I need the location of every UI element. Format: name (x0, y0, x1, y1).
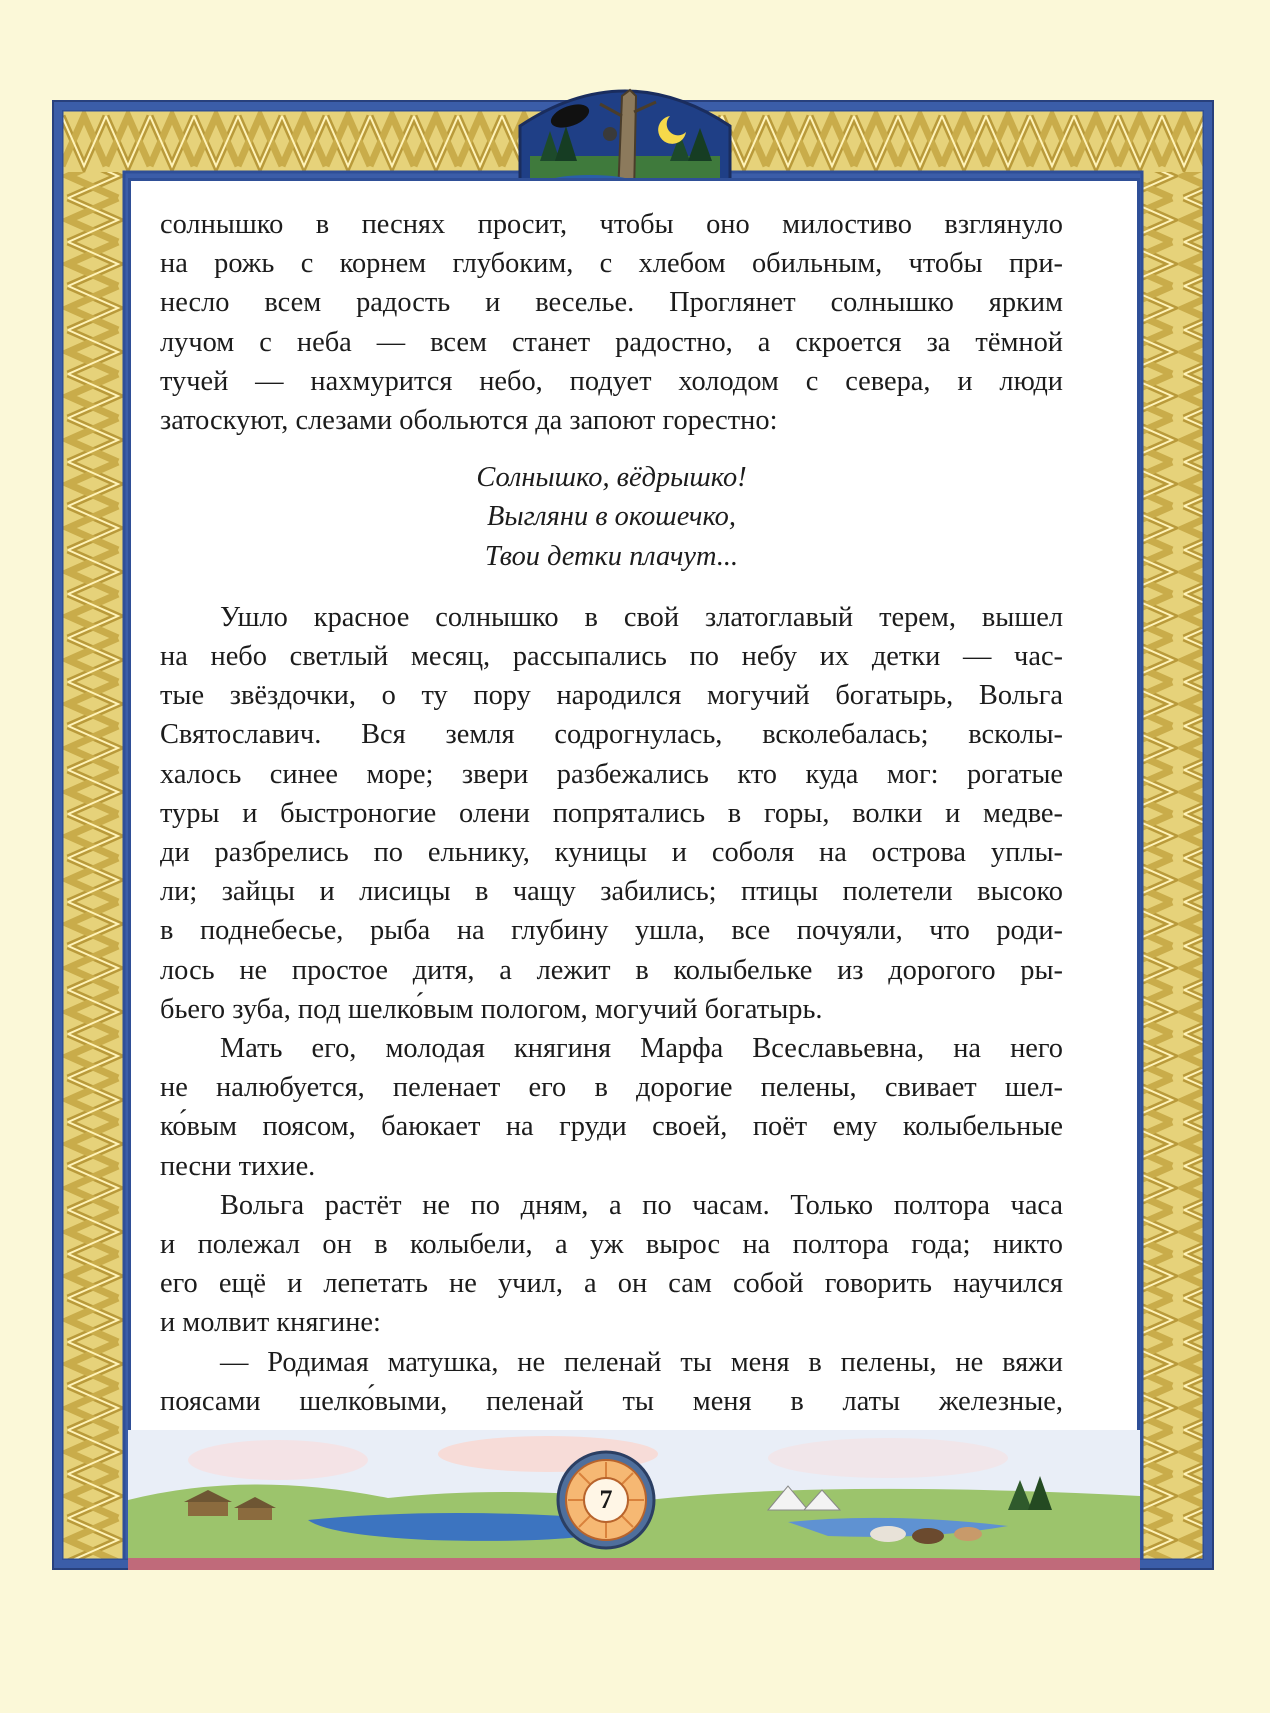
text-line: в поднебесье, рыба на глубину ушла, все почуяли, что роди- (160, 915, 1063, 947)
text-line: ко́вым поясом, баюкает на груди своей, поёт ему колыбельные (160, 1111, 1063, 1143)
text-line: ди разбрелись по ельнику, куницы и соболя на острова уплы- (160, 837, 1063, 869)
verse-line: Выгляни в окошечко, (487, 501, 736, 533)
text-line: затоскуют, слезами обольются да запоют горестно: (160, 405, 778, 437)
text-line: тучей — нахмурится небо, подует холодом с севера, и люди (160, 365, 1063, 397)
text-line: песни тихие. (160, 1150, 316, 1182)
verse-block (160, 458, 1063, 576)
verse-line: Твои детки плачут... (484, 540, 739, 572)
paragraph (160, 598, 1063, 1029)
text-line: бьего зуба, под шелко́вым пологом, могучий богатырь. (160, 993, 823, 1025)
text-line: и полежал он в колыбели, а уж вырос на полтора года; никто (160, 1229, 1063, 1261)
paragraph (160, 205, 1063, 440)
page-number: 7 (599, 1485, 613, 1514)
text-line: тые звёздочки, о ту пору народился могучий богатырь, Вольга (160, 680, 1063, 712)
text-line: поясами шелко́выми, пеленай ты меня в латы железные, (160, 1385, 1063, 1417)
text-line: халось синее море; звери разбежались кто куда мог: рогатые (160, 758, 1063, 790)
text-line: и молвит княгине: (160, 1307, 381, 1339)
text-line: ли; зайцы и лисицы в чащу забились; птицы полетели высоко (160, 876, 1063, 908)
text-line: Ушло красное солнышко в свой златоглавый терем, вышел (220, 601, 1063, 633)
text-line: на рожь с корнем глубоким, с хлебом обильным, чтобы при- (160, 248, 1063, 280)
text-line: его ещё и лепетать не учил, а он сам собой говорить научился (160, 1268, 1063, 1300)
paragraph (160, 1343, 1063, 1421)
text-line: Мать его, молодая княгиня Марфа Всеславьевна, на него (220, 1033, 1063, 1065)
text-line: лось не простое дитя, а лежит в колыбельке из дорогого ры- (160, 954, 1063, 986)
text-line: на небо светлый месяц, рассыпались по небу их детки — час- (160, 641, 1063, 673)
text-line: несло всем радость и веселье. Проглянет солнышко ярким (160, 287, 1063, 319)
verse-line: Солнышко, вёдрышко! (476, 462, 747, 494)
paragraph (160, 1029, 1063, 1186)
text-line: солнышко в песнях просит, чтобы оно милостиво взглянуло (160, 209, 1063, 240)
story-text (160, 205, 1063, 1421)
paragraph (160, 1186, 1063, 1343)
text-line: Вольга растёт не по дням, а по часам. Только полтора часа (220, 1189, 1063, 1221)
text-line: — Родимая матушка, не пеленай ты меня в пелены, не вяжи (220, 1346, 1063, 1378)
text-line: не налюбуется, пеленает его в дорогие пелены, свивает шел- (160, 1072, 1063, 1104)
text-line: лучом с неба — всем станет радостно, а скроется за тёмной (160, 326, 1063, 358)
text-line: Святославич. Вся земля содрогнулась, всколебалась; всколы- (160, 719, 1063, 751)
text-line: туры и быстроногие олени попрятались в горы, волки и медве- (160, 797, 1063, 829)
